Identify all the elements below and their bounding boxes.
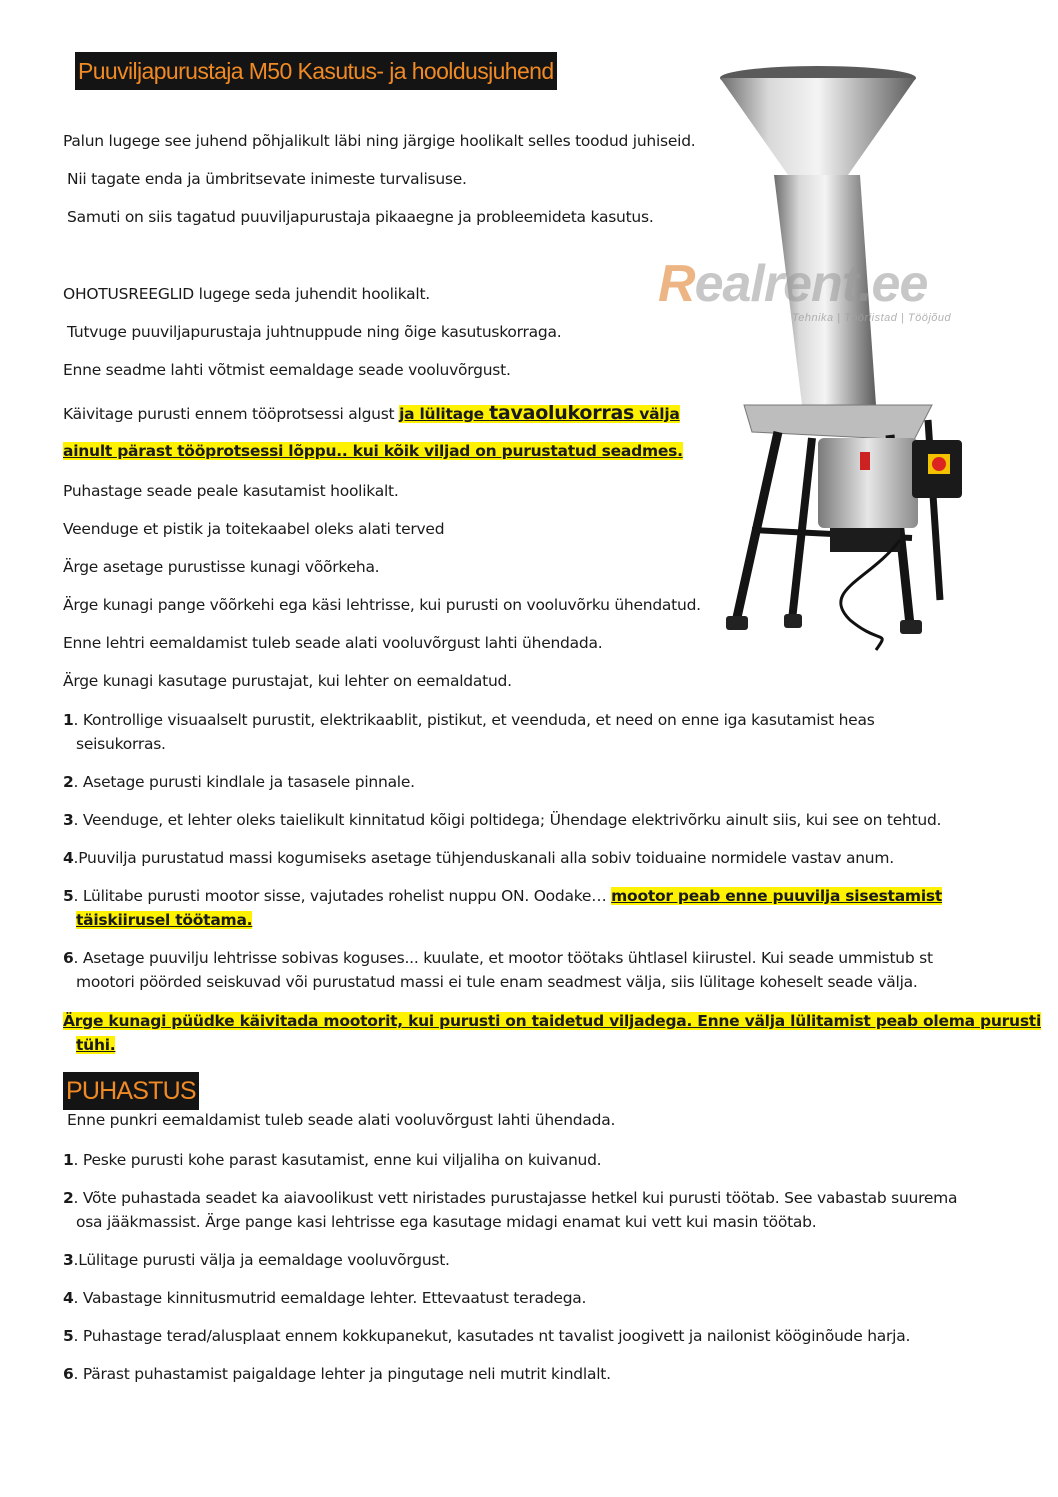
cleaning-step-4: 4. Vabastage kinnitusmutrid eemaldage lehter. Ettevaatust teradega.: [63, 1289, 587, 1307]
cleaning-step-1: 1. Peske purusti kohe parast kasutamist, enne kui viljaliha on kuivanud.: [63, 1151, 602, 1169]
usage-step-5: 5. Lülitabe purusti mootor sisse, vajutades rohelist nuppu ON. Oodake… mootor peab enne puuvilja sisestamist täiskiirusel töötama.: [63, 887, 943, 929]
warning-note: Ärge kunagi püüdke käivitada mootorit, kui purusti on taidetud viljadega. Enne välja lülitamist peab olema purusti tühi.: [63, 1012, 1042, 1054]
safety-line-7: Veenduge et pistik ja toitekaabel oleks alati terved: [63, 520, 445, 538]
safety-line-2: Tutvuge puuviljapurustaja juhtnuppude ning õige kasutuskorraga.: [67, 323, 562, 341]
document-title: Puuviljapurustaja M50 Kasutus- ja hooldusjuhend: [75, 52, 557, 90]
usage-step-4: 4.Puuvilja purustatud massi kogumiseks asetage tühjenduskanali alla sobiv toiduaine normidele vastav anum.: [63, 849, 894, 867]
cleaning-step-5: 5. Puhastage terad/alusplaat ennem kokkupanekut, kasutades nt tavalist joogivett ja nailonist kööginõude harja.: [63, 1327, 911, 1345]
cleaning-step-3: 3.Lülitage purusti välja ja eemaldage vooluvõrgust.: [63, 1251, 450, 1269]
intro-line-2: Nii tagate enda ja ümbritsevate inimeste turvalisuse.: [67, 170, 467, 188]
safety-line-3: Enne seadme lahti võtmist eemaldage seade vooluvõrgust.: [63, 361, 511, 379]
safety-line-9: Ärge kunagi pange võõrkehi ega käsi lehtrisse, kui purusti on vooluvõrku ühendatud.: [63, 596, 701, 614]
safety-line-5: ainult pärast tööprotsessi lõppu.. kui kõik viljad on purustatud seadmes.: [63, 442, 683, 460]
safety-line-8: Ärge asetage purustisse kunagi võõrkeha.: [63, 558, 380, 576]
safety-line-4: Käivitage purusti ennem tööprotsessi algust ja lülitage tavaolukorras välja: [63, 402, 680, 424]
safety-line-11: Ärge kunagi kasutage purustajat, kui lehter on eemaldatud.: [63, 672, 512, 690]
cleaning-step-6: 6. Pärast puhastamist paigaldage lehter ja pingutage neli mutrit kindlalt.: [63, 1365, 611, 1383]
watermark-tagline: Tehnika | Tööriistad | Tööjõud: [792, 312, 952, 324]
intro-line-3: Samuti on siis tagatud puuviljapurustaja pikaaegne ja probleemideta kasutus.: [67, 208, 654, 226]
usage-step-1: 1. Kontrollige visuaalselt purustit, elektrikaablit, pistikut, et veenduda, et need on enne iga kasutamist heas seisukorras.: [63, 711, 875, 753]
cleaning-intro: Enne punkri eemaldamist tuleb seade alati vooluvõrgust lahti ühendada.: [67, 1111, 616, 1129]
watermark-logo: Realrent.ee: [658, 255, 928, 313]
safety-line-6: Puhastage seade peale kasutamist hoolikalt.: [63, 482, 399, 500]
cleaning-heading: PUHASTUS: [63, 1072, 199, 1110]
usage-step-6: 6. Asetage puuvilju lehtrisse sobivas koguses... kuulate, et mootor töötaks ühtlasel kiirustel. Kui seade ummistub st mootori pöörded seiskuvad või purustatud massi ei tule enam seadmest välja, siis lülitage koheselt seade välja.: [63, 949, 933, 991]
usage-step-2: 2. Asetage purusti kindlale ja tasasele pinnale.: [63, 773, 415, 791]
usage-step-3: 3. Veenduge, et lehter oleks taielikult kinnitatud kõigi poltidega; Ühendage elektrivõrku ainult siis, kui see on tehtud.: [63, 811, 942, 829]
fruit-crusher-image: [700, 60, 1040, 660]
intro-line-1: Palun lugege see juhend põhjalikult läbi ning järgige hoolikalt selles toodud juhiseid.: [63, 132, 696, 150]
cleaning-step-2: 2. Võte puhastada seadet ka aiavoolikust vett niristades purustajasse hetkel kui purusti töötab. See vabastab suurema osa jääkmassist. Ärge pange kasi lehtrisse ega kasutage midagi enamat kui vett kui masin töötab.: [63, 1189, 958, 1231]
safety-line-1: OHOTUSREEGLID lugege seda juhendit hoolikalt.: [63, 285, 430, 303]
safety-line-10: Enne lehtri eemaldamist tuleb seade alati vooluvõrgust lahti ühendada.: [63, 634, 603, 652]
